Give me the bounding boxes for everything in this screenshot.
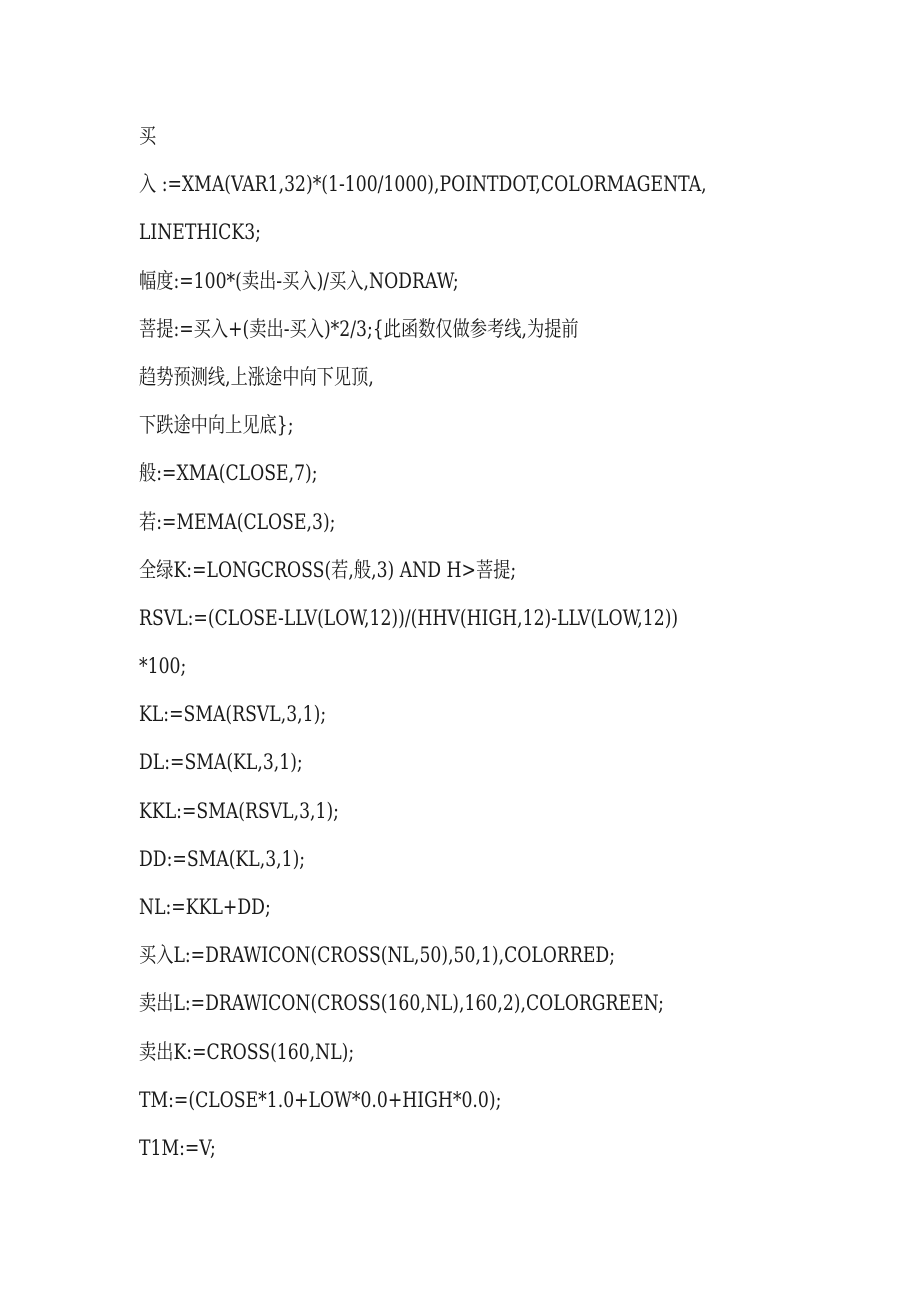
code-line-16: DD:=SMA(KL,3,1); (139, 846, 306, 871)
code-line-2: 入 :=XMA(VAR1,32)*(1-100/1000),POINTDOT,COLORMAGENTA, (139, 172, 707, 197)
code-line-15: KKL:=SMA(RSVL,3,1); (139, 798, 339, 823)
code-line-20: 卖出K:=CROSS(160,NL); (139, 1039, 355, 1064)
code-line-9: 若:=MEMA(CLOSE,3); (139, 509, 336, 534)
code-line-1: 买 (139, 124, 157, 148)
code-line-14: DL:=SMA(KL,3,1); (139, 750, 303, 775)
code-line-18: 买入L:=DRAWICON(CROSS(NL,50),50,1),COLORRED; (139, 943, 616, 968)
code-line-21: TM:=(CLOSE*1.0+LOW*0.0+HIGH*0.0); (139, 1087, 502, 1112)
code-line-3: LINETHICK3; (139, 220, 261, 245)
code-line-12: *100; (139, 654, 187, 679)
code-line-5: 菩提:=买入+(卖出-买入)*2/3;{此函数仅做参考线,为提前 (139, 316, 579, 341)
formula-code-block (139, 112, 799, 1172)
code-line-13: KL:=SMA(RSVL,3,1); (139, 702, 327, 727)
code-line-11: RSVL:=(CLOSE-LLV(LOW,12))/(HHV(HIGH,12)-LLV(LOW,12)) (139, 605, 679, 630)
code-line-6: 趋势预测线,上涨途中向下见顶, (139, 364, 374, 389)
code-line-17: NL:=KKL+DD; (139, 895, 271, 919)
code-line-8: 般:=XMA(CLOSE,7); (139, 461, 318, 486)
code-line-22: T1M:=V; (139, 1135, 216, 1160)
code-line-19: 卖出L:=DRAWICON(CROSS(160,NL),160,2),COLORGREEN; (139, 991, 664, 1016)
code-line-7: 下跌途中向上见底}; (139, 413, 294, 438)
code-line-4: 幅度:=100*(卖出-买入)/买入,NODRAW; (139, 268, 459, 293)
code-line-10: 全绿K:=LONGCROSS(若,般,3) AND H>菩提; (139, 557, 517, 582)
